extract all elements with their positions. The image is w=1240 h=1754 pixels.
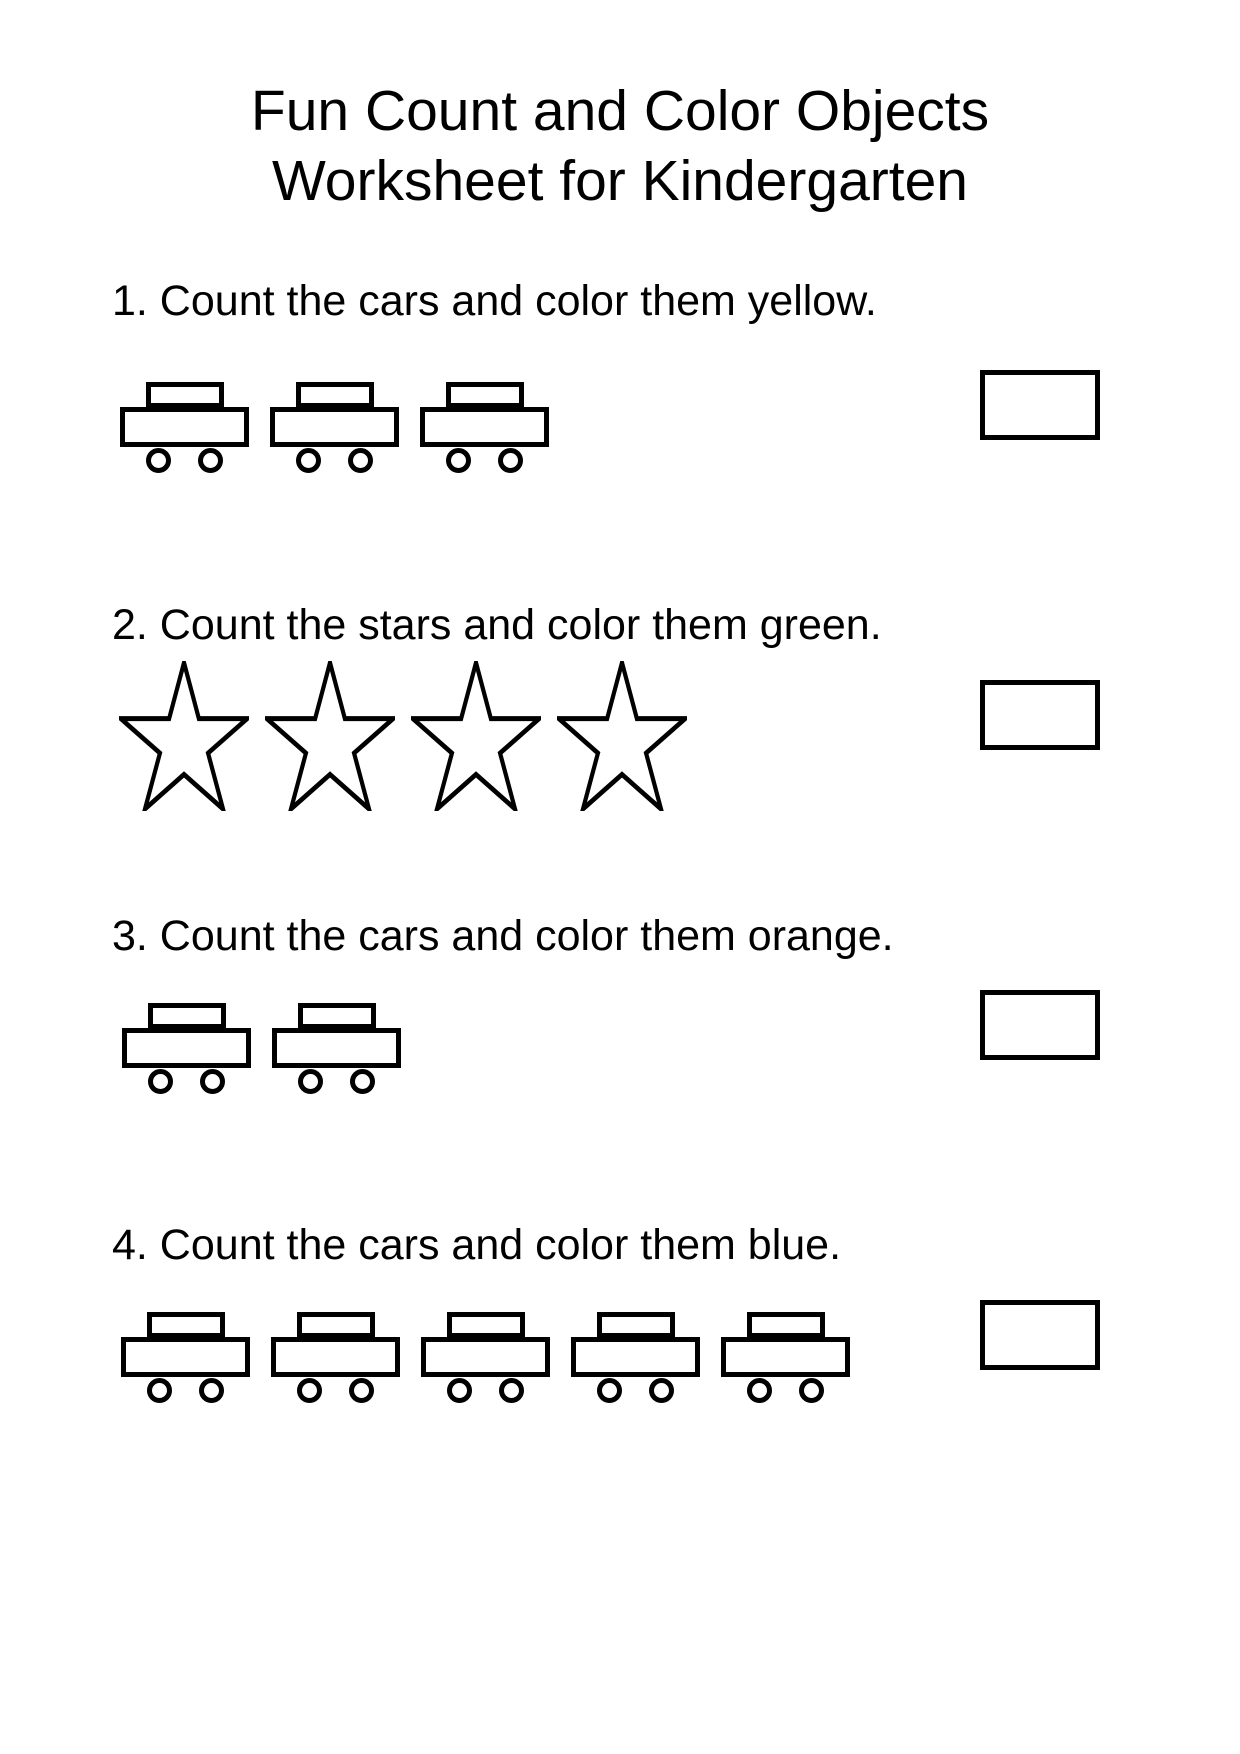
car-body bbox=[121, 1337, 250, 1377]
car-shape bbox=[122, 1003, 251, 1095]
car-body bbox=[420, 407, 549, 447]
car-wheel-left bbox=[297, 1378, 322, 1403]
car-wheel-left bbox=[298, 1069, 323, 1094]
car-wheel-right bbox=[498, 448, 523, 473]
car-wheel-left bbox=[447, 1378, 472, 1403]
star-outline bbox=[267, 663, 393, 809]
question-3-answer-box[interactable] bbox=[980, 990, 1100, 1060]
star-shape bbox=[411, 661, 541, 811]
car-wheel-left bbox=[747, 1378, 772, 1403]
car-shape bbox=[421, 1312, 550, 1404]
car-shape bbox=[270, 382, 399, 474]
question-2-answer-box[interactable] bbox=[980, 680, 1100, 750]
question-4-text: 4. Count the cars and color them blue. bbox=[112, 1221, 842, 1269]
car-cab bbox=[146, 382, 224, 408]
car-body bbox=[571, 1337, 700, 1377]
car-wheel-right bbox=[649, 1378, 674, 1403]
car-wheel-right bbox=[350, 1069, 375, 1094]
car-shape bbox=[120, 382, 249, 474]
question-1-objects-row bbox=[120, 382, 549, 474]
question-2-objects-row bbox=[119, 661, 687, 811]
car-body bbox=[721, 1337, 850, 1377]
car-wheel-right bbox=[199, 1378, 224, 1403]
car-wheel-right bbox=[200, 1069, 225, 1094]
worksheet-title bbox=[0, 76, 1240, 216]
car-wheel-left bbox=[597, 1378, 622, 1403]
car-cab bbox=[447, 1312, 525, 1338]
car-wheel-left bbox=[148, 1069, 173, 1094]
car-wheel-right bbox=[499, 1378, 524, 1403]
car-body bbox=[271, 1337, 400, 1377]
question-3-text: 3. Count the cars and color them orange. bbox=[112, 912, 894, 960]
star-outline bbox=[413, 663, 539, 809]
question-3-objects-row bbox=[122, 1003, 401, 1095]
star-shape bbox=[265, 661, 395, 811]
car-cab bbox=[147, 1312, 225, 1338]
star-outline bbox=[559, 663, 685, 809]
car-body bbox=[122, 1028, 251, 1068]
car-wheel-right bbox=[198, 448, 223, 473]
star-shape bbox=[557, 661, 687, 811]
car-cab bbox=[446, 382, 524, 408]
car-wheel-left bbox=[446, 448, 471, 473]
car-shape bbox=[121, 1312, 250, 1404]
car-wheel-right bbox=[348, 448, 373, 473]
car-wheel-left bbox=[147, 1378, 172, 1403]
car-shape bbox=[721, 1312, 850, 1404]
question-4-objects-row bbox=[121, 1312, 850, 1404]
car-cab bbox=[148, 1003, 226, 1029]
star-outline bbox=[121, 663, 247, 809]
car-cab bbox=[747, 1312, 825, 1338]
car-body bbox=[272, 1028, 401, 1068]
car-shape bbox=[271, 1312, 400, 1404]
car-cab bbox=[298, 1003, 376, 1029]
title-line-2: Worksheet for Kindergarten bbox=[272, 149, 968, 213]
car-cab bbox=[296, 382, 374, 408]
car-body bbox=[270, 407, 399, 447]
star-shape bbox=[119, 661, 249, 811]
car-shape bbox=[420, 382, 549, 474]
title-line-1: Fun Count and Color Objects bbox=[250, 79, 990, 143]
car-wheel-left bbox=[146, 448, 171, 473]
question-2-text: 2. Count the stars and color them green. bbox=[112, 601, 882, 649]
car-shape bbox=[272, 1003, 401, 1095]
question-1-answer-box[interactable] bbox=[980, 370, 1100, 440]
car-shape bbox=[571, 1312, 700, 1404]
car-wheel-right bbox=[799, 1378, 824, 1403]
car-body bbox=[421, 1337, 550, 1377]
car-wheel-right bbox=[349, 1378, 374, 1403]
car-wheel-left bbox=[296, 448, 321, 473]
question-4-answer-box[interactable] bbox=[980, 1300, 1100, 1370]
car-cab bbox=[597, 1312, 675, 1338]
question-1-text: 1. Count the cars and color them yellow. bbox=[112, 277, 877, 325]
car-body bbox=[120, 407, 249, 447]
car-cab bbox=[297, 1312, 375, 1338]
